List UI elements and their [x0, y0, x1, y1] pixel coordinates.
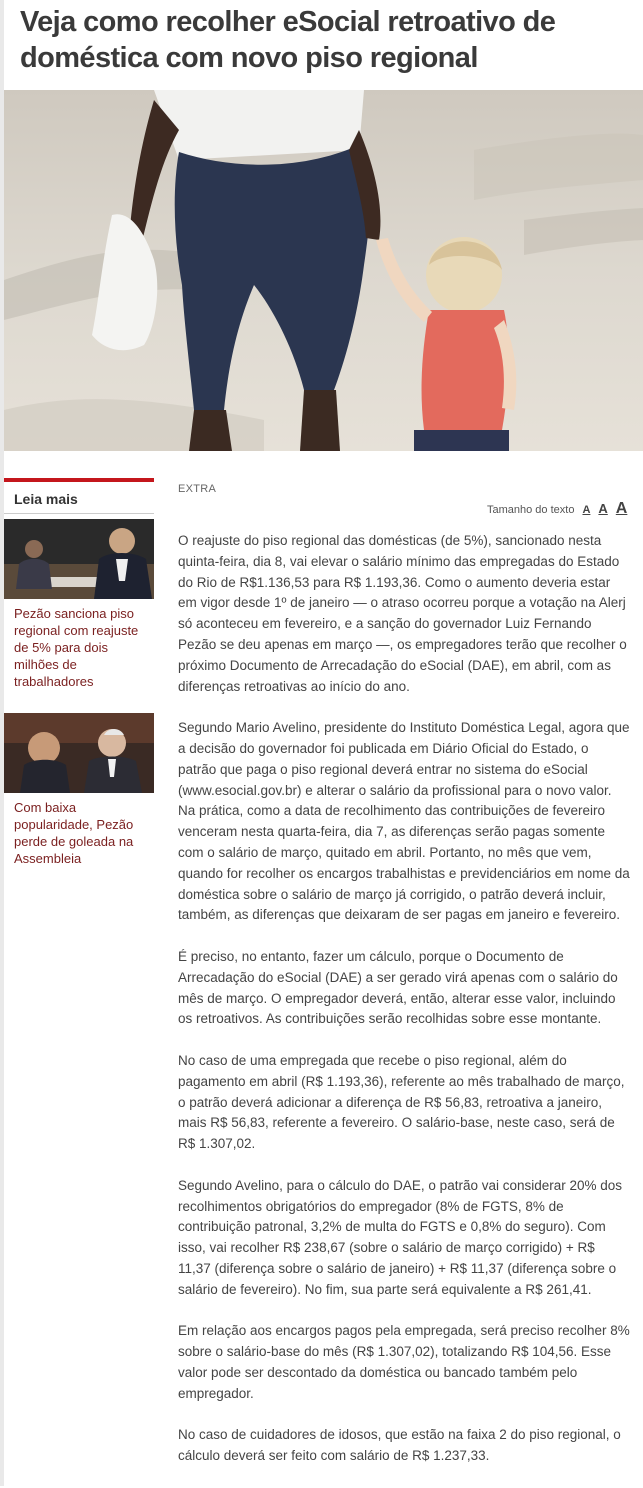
article-body [178, 531, 630, 1488]
related-story-card[interactable] [4, 713, 154, 867]
related-story-link[interactable]: Com baixa popularidade, Pezão perde de goleada na Assembleia [14, 800, 134, 866]
article-paragraph: Em relação aos encargos pagos pela empregada, será preciso recolher 8% sobre o salário-base do mês (R$ 1.307,02), totalizando R$ 104,56. Esse valor pode ser descontado da doméstica ou bancado também pelo empregador. [178, 1323, 630, 1401]
sidebar-divider [4, 513, 154, 514]
hero-photo [4, 90, 643, 451]
article-paragraph: Segundo Mario Avelino, presidente do Instituto Doméstica Legal, agora que a decisão do governador foi publicada em Diário Oficial do Estado, o patrão que paga o piso regional deverá entrar no sistema do eSocial (www.esocial.gov.br) e alterar o salário da profissional para o novo valor. Na prática, como a data de recolhimento das contribuições de fevereiro venceram nesta quarta-feira, dia 7, as diferenças serão pagas somente com o salário de março, quitado em abril. Portanto, no mês que vem, quando for recolher os encargos trabalhistas e previdenciários em nome da doméstica sobre o salário de março já corrigido, o patrão deverá incluir, também, as diferenças que deixaram de ser pagas em janeiro e fevereiro. [178, 720, 630, 923]
related-story-thumbnail[interactable] [4, 713, 154, 793]
article-headline: Veja como recolher eSocial retroativo de doméstica com novo piso regional [20, 6, 556, 74]
article-paragraph: O reajuste do piso regional das domésticas (de 5%), sancionado nesta quinta-feira, dia 8, vai elevar o salário mínimo das empregadas do Estado do Rio de R$1.136,53 para R$ 1.193,36. Como o aumento deveria estar em vigor desde 1º de janeiro — o atraso ocorreu porque a votação na Alerj só aconteceu em fevereiro, e a sanção do governador Luiz Fernando Pezão se deu apenas em março —, os empregadores terão que recolher o próximo Documento de Arrecadação do eSocial (DAE), em abril, com as diferenças retroativas ao início do ano. [178, 533, 627, 694]
article-paragraph: No caso de cuidadores de idosos, que estão na faixa 2 do piso regional, o cálculo deverá ser feito com salário de R$ 1.237,33. [178, 1427, 621, 1464]
article-paragraph: É preciso, no entanto, fazer um cálculo, porque o Documento de Arrecadação do eSocial (DAE) a ser gerado virá apenas com o salário do mês de março. O empregador deverá, então, alterar esse valor, incluindo os retroativos. As contribuições serão recolhidas sobre esse montante. [178, 948, 618, 1027]
text-size-large-button[interactable]: A [615, 500, 628, 517]
sidebar-accent-bar [4, 478, 154, 482]
read-more-sidebar [4, 478, 154, 514]
related-story-card[interactable] [4, 519, 154, 690]
text-size-small-button[interactable]: A [582, 504, 591, 516]
related-story-thumbnail[interactable] [4, 519, 154, 599]
related-story-link[interactable]: Pezão sanciona piso regional com reajuste de 5% para dois milhões de trabalhadores [14, 606, 139, 689]
text-size-controls [487, 500, 627, 518]
text-size-medium-button[interactable]: A [598, 501, 608, 516]
article-paragraph: No caso de uma empregada que recebe o piso regional, além do pagamento em abril (R$ 1.193,36), referente ao mês trabalhado de março, o patrão deverá adicionar a diferença de R$ 56,83, retroativa a janeiro, mais R$ 56,83, referente a fevereiro. O salário-base, neste caso, será de R$ 1.307,02. [178, 1052, 625, 1152]
sidebar-title: Leia mais [14, 491, 78, 507]
article-source: EXTRA [178, 483, 217, 495]
text-size-label: Tamanho do texto [487, 504, 575, 516]
article-paragraph: Segundo Avelino, para o cálculo do DAE, o patrão vai considerar 20% dos recolhimentos obrigatórios do empregador (8% de FGTS, 8% de contribuição patronal, 3,2% de multa do FGTS e 0,8% do seguro). Com isso, vai recolher R$ 238,67 (sobre o salário de março corrigido) + R$ 11,37 (diferença sobre o salário de janeiro) + R$ 11,37 (diferença sobre o salário de fevereiro). No fim, sua parte será equivalente a R$ 261,41. [178, 1177, 623, 1297]
